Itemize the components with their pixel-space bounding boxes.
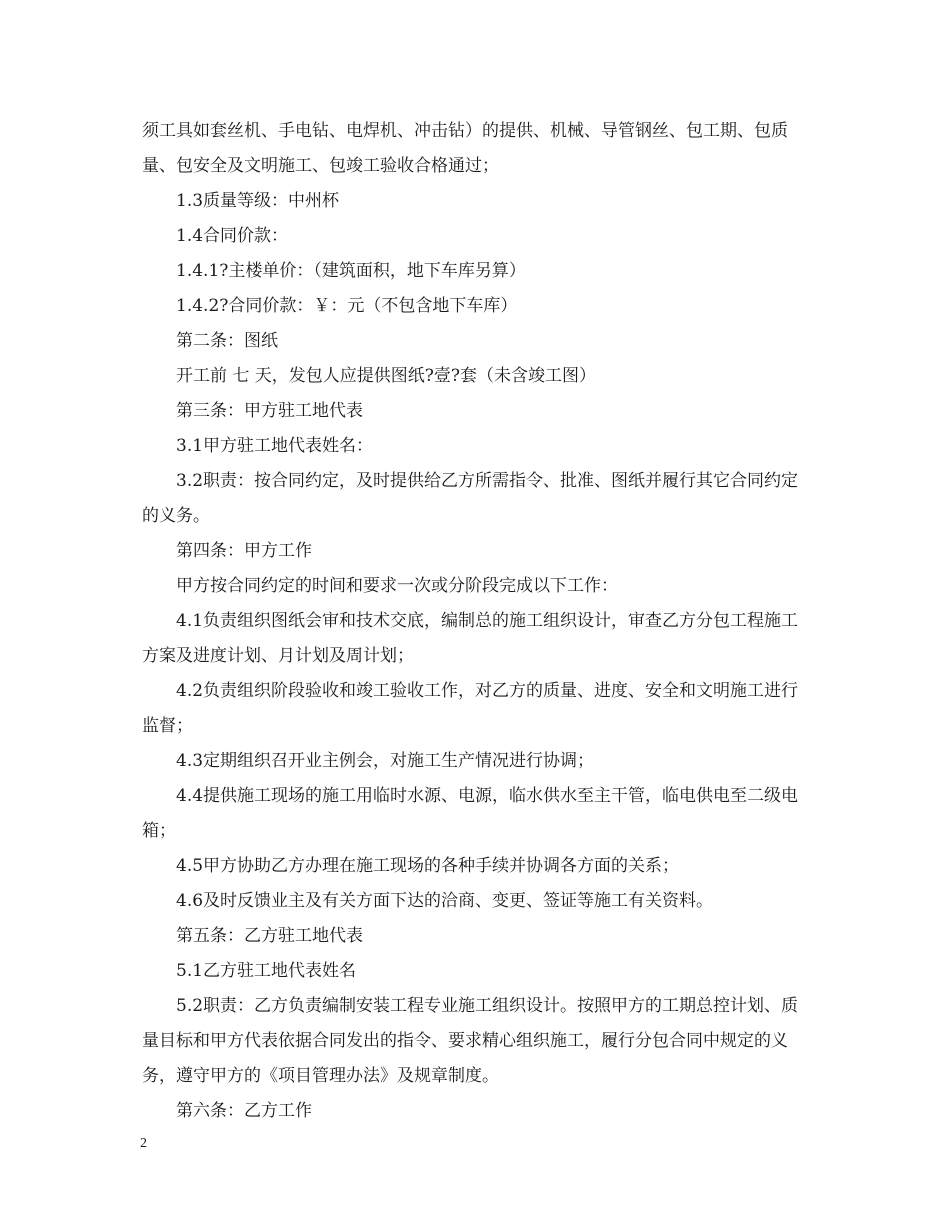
paragraph: 开工前 七 天，发包人应提供图纸?壹?套（未含竣工图） — [176, 366, 597, 386]
paragraph: 第三条：甲方驻工地代表 — [176, 401, 363, 421]
paragraph: 3.2职责：按合同约定，及时提供给乙方所需指令、批准、图纸并履行其它合同约定的义务。 — [142, 471, 799, 526]
paragraph: 第六条：乙方工作 — [176, 1101, 312, 1121]
page-number: 2 — [140, 1136, 147, 1151]
document-body — [142, 114, 814, 1129]
paragraph: 4.5甲方协助乙方办理在施工现场的各种手续并协调各方面的关系； — [176, 856, 680, 876]
paragraph: 1.4.1?主楼单价：（建筑面积，地下车库另算） — [176, 261, 526, 281]
paragraph: 4.6及时反馈业主及有关方面下达的洽商、变更、签证等施工有关资料。 — [176, 891, 714, 911]
paragraph: 第五条：乙方驻工地代表 — [176, 926, 363, 946]
paragraph: 1.3质量等级：中州杯 — [176, 191, 340, 211]
paragraph: 4.1负责组织图纸会审和技术交底，编制总的施工组织设计，审查乙方分包工程施工方案及进度计划、月计划及周计划； — [142, 611, 799, 666]
paragraph: 1.4合同价款： — [176, 226, 289, 246]
paragraph: 须工具如套丝机、手电钻、电焊机、冲击钻）的提供、机械、导管钢丝、包工期、包质量、包安全及文明施工、包竣工验收合格通过； — [142, 121, 788, 176]
paragraph: 4.4提供施工现场的施工用临时水源、电源，临水供水至主干管，临电供电至二级电箱； — [142, 786, 799, 841]
paragraph: 第四条：甲方工作 — [176, 541, 312, 561]
paragraph: 甲方按合同约定的时间和要求一次或分阶段完成以下工作： — [176, 576, 618, 596]
paragraph: 4.3定期组织召开业主例会，对施工生产情况进行协调； — [176, 751, 595, 771]
paragraph: 3.1甲方驻工地代表姓名： — [176, 436, 374, 456]
paragraph: 4.2负责组织阶段验收和竣工验收工作，对乙方的质量、进度、安全和文明施工进行监督； — [142, 681, 799, 736]
paragraph: 第二条：图纸 — [176, 331, 278, 351]
paragraph: 5.2职责：乙方负责编制安装工程专业施工组织设计。按照甲方的工期总控计划、质量目标和甲方代表依据合同发出的指令、要求精心组织施工，履行分包合同中规定的义务，遵守甲方的《项目管理办法》及规章制度。 — [142, 996, 799, 1086]
paragraph: 5.1乙方驻工地代表姓名 — [176, 961, 357, 981]
paragraph: 1.4.2?合同价款：￥：元（不包含地下车库） — [176, 296, 518, 316]
